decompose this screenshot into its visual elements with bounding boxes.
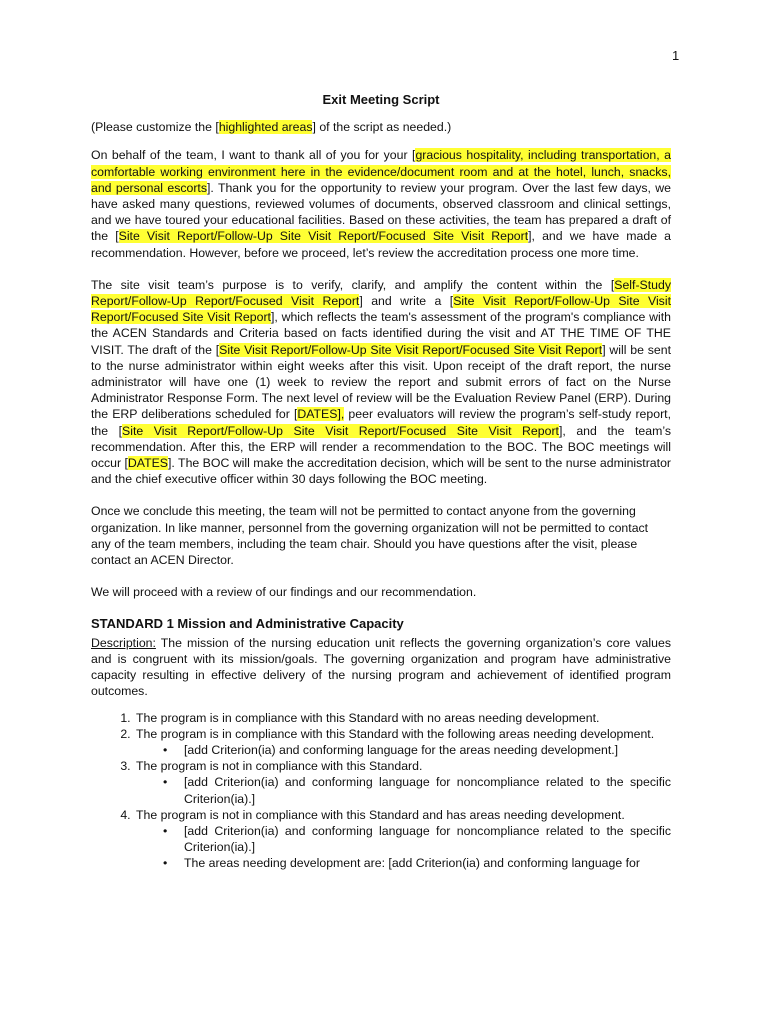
list-item [134, 758, 671, 807]
thank-you-paragraph [91, 147, 671, 260]
list-item-text: The program is not in compliance with this Standard. [136, 759, 423, 774]
highlighted-text: Site Visit Report/Follow-Up Site Visit Report/Focused Site Visit Report [91, 294, 671, 325]
sub-list-item: • [add Criterion(ia) and conforming language for noncompliance related to the specific Criterion(ia).] [184, 823, 671, 855]
compliance-options-list [91, 710, 671, 872]
text-run: On behalf of the team, I want to thank all of you for your [ [91, 148, 416, 163]
purpose-paragraph [91, 277, 671, 488]
highlighted-text: highlighted areas [218, 120, 313, 135]
list-item-text: The program is in compliance with this Standard with no areas needing development. [136, 710, 600, 725]
sub-list-item: • [add Criterion(ia) and conforming language for noncompliance related to the specific Criterion(ia).] [184, 774, 671, 806]
list-item [134, 807, 671, 872]
list-item [134, 710, 671, 726]
highlighted-text: DATES [127, 456, 169, 471]
document-title: Exit Meeting Script [322, 92, 440, 107]
text-run: ] of the script as needed.) [312, 120, 452, 135]
list-item-text: The program is in compliance with this Standard with the following areas needing development. [136, 726, 655, 741]
standard-description [91, 635, 671, 700]
sub-list [136, 823, 671, 872]
document-body [91, 92, 671, 872]
description-label: Description: [91, 635, 156, 650]
page-number: 1 [672, 48, 680, 63]
text-run: ]. Thank you for the opportunity to review your program. Over the last few days, we have asked many questions, reviewed volumes of documents, observed classroom and clinical settings, and we have toured your educational facilities. Based on these activities, the team has prepared a draft of the [ [91, 180, 672, 244]
contact-paragraph: Once we conclude this meeting, the team will not be permitted to contact anyone from the governing organization. In like manner, personnel from the governing organization will not be permitted to contact any of the team members, including the team chair. Should you have questions after the visit, please contact an ACEN Director. [91, 504, 649, 568]
sub-list [136, 742, 671, 758]
text-run: The site visit team’s purpose is to verify, clarify, and amplify the content within the [ [91, 277, 615, 292]
highlighted-text: Site Visit Report/Follow-Up Site Visit Report/Focused Site Visit Report [122, 423, 559, 438]
list-item [134, 726, 671, 758]
text-run: ] and write a [ [359, 294, 454, 309]
standard-heading: STANDARD 1 Mission and Administrative Capacity [91, 616, 404, 632]
list-item-text: The program is not in compliance with this Standard and has areas needing development. [136, 807, 625, 822]
text-run: The mission of the nursing education unit reflects the governing organization’s core values and is congruent with its mission/goals. The governing organization and program have administrative capacity resulting in effective delivery of the nursing program and achievement of identified program outcomes. [91, 635, 671, 699]
text-run: (Please customize the [ [91, 120, 219, 135]
text-run: ] will be sent to the nurse administrator within eight weeks after this visit. Upon receipt of the draft report, the nurse administrator will have one (1) week to review the report and submit errors of fact on the Nurse Administrator Response Form. The next level of review will be the Evaluation Review Panel (ERP). During the ERP deliberations scheduled for [ [91, 342, 671, 422]
text-run: ]. The BOC will make the accreditation decision, which will be sent to the nurse administrator and the chief executive officer within 30 days following the BOC meeting. [91, 456, 672, 487]
proceed-paragraph: We will proceed with a review of our findings and our recommendation. [91, 585, 477, 600]
sub-list [136, 774, 671, 806]
highlighted-text: Site Visit Report/Follow-Up Site Visit Report/Focused Site Visit Report [118, 229, 529, 244]
instruction-paragraph [91, 119, 671, 135]
highlighted-text: Self-Study Report/Follow-Up Report/Focused Visit Report [91, 277, 671, 309]
highlighted-text: DATES], [297, 407, 345, 422]
sub-list-item: • The areas needing development are: [add Criterion(ia) and conforming language for [184, 855, 671, 871]
highlighted-text: gracious hospitality, including transportation, a comfortable working environment here in the evidence/document room and at the hotel, lunch, snacks, and personal escorts [91, 148, 671, 195]
text-run: peer evaluators will review the program’s self-study report, the [ [91, 407, 672, 438]
text-run: ], and the team’s recommendation. After this, the ERP will render a recommendation to the BOC. The BOC meetings will occur [ [91, 423, 671, 471]
text-run: ], and we have made a recommendation. However, before we proceed, let’s review the accreditation process one more time. [91, 229, 671, 260]
sub-list-item: • [add Criterion(ia) and conforming language for the areas needing development.] [184, 742, 671, 758]
highlighted-text: Site Visit Report/Follow-Up Site Visit Report/Focused Site Visit Report [219, 342, 603, 357]
text-run: ], which reflects the team's assessment of the program's compliance with the ACEN Standards and Criteria based on facts identified during the visit and AT THE TIME OF THE VISIT. The draft of the [ [91, 310, 671, 357]
